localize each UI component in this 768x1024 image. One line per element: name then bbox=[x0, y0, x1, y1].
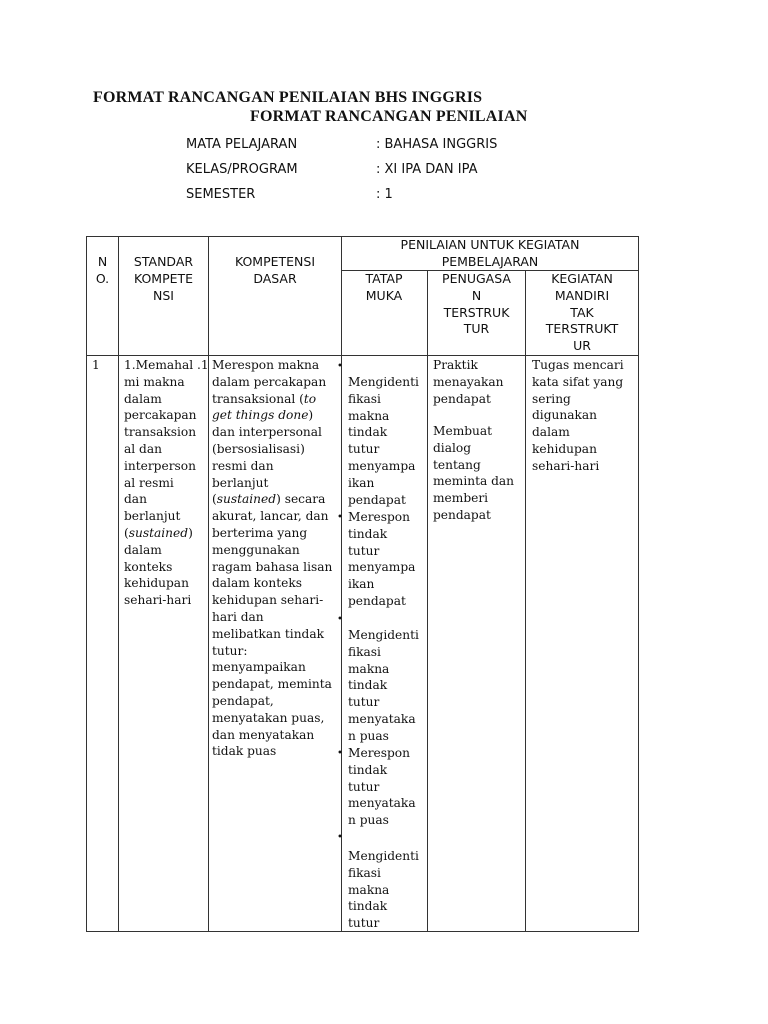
table-border-left bbox=[86, 236, 87, 932]
penugasan-item: Membuat dialog tentang meminta dan memberi pendapat bbox=[433, 424, 515, 522]
kd-text: dan interpersonal (bersosialisasi) resmi dan berlanjut (sustained) secara bbox=[212, 425, 326, 507]
tatap-muka-item: Mengidenti fikasi makna tindak tutur bbox=[348, 849, 419, 931]
table-col-divider bbox=[525, 270, 526, 932]
table-header-bottom bbox=[86, 355, 639, 356]
tatap-muka-item: Merespon tindak tutur menyampa ikan pendapat bbox=[348, 510, 416, 608]
standar-sustained: (sustained) bbox=[124, 525, 193, 540]
tatap-muka-item: Mengidenti fikasi makna tindak tutur menyampa ikan pendapat bbox=[348, 375, 419, 507]
tatap-muka-item: Mengidenti fikasi makna tindak tutur menyataka n puas bbox=[348, 628, 419, 743]
title-line-2: FORMAT RANCANGAN PENILAIAN bbox=[250, 108, 528, 125]
info-value: : XI IPA DAN IPA bbox=[376, 162, 478, 177]
bullet-icon: • bbox=[337, 748, 343, 759]
kd-text: get things done) bbox=[212, 408, 314, 423]
table-col-divider bbox=[427, 270, 428, 932]
bullet-icon: • bbox=[337, 832, 343, 843]
bullet-icon: • bbox=[337, 361, 343, 372]
info-label: KELAS/PROGRAM bbox=[186, 162, 298, 177]
header-tatap-muka: TATAP MUKA bbox=[365, 271, 403, 303]
table-col-divider bbox=[118, 236, 119, 932]
header-kompetensi-dasar: KOMPETENSI DASAR bbox=[234, 254, 316, 286]
header-penilaian: PENILAIAN UNTUK KEGIATAN PEMBELAJARAN bbox=[400, 237, 580, 269]
penugasan-item: Praktik menayakan pendapat bbox=[433, 358, 504, 406]
info-label: MATA PELAJARAN bbox=[186, 137, 298, 152]
title-line-1: FORMAT RANCANGAN PENILAIAN BHS INGGRIS bbox=[93, 89, 483, 106]
kegiatan-mandiri-text: Tugas mencari kata sifat yang sering digunakan dalam kehidupan sehari-hari bbox=[532, 358, 624, 473]
table-col-divider bbox=[341, 236, 342, 932]
info-value: : BAHASA INGGRIS bbox=[376, 137, 498, 152]
standar-line: 1.Memahal .1 bbox=[124, 358, 209, 372]
standar-kompetensi-cell bbox=[124, 357, 210, 609]
header-standar-kompetensi: STANDAR KOMPETE NSI bbox=[133, 254, 194, 303]
header-kegiatan-mandiri: KEGIATAN MANDIRI TAK TERSTRUKT UR bbox=[545, 271, 619, 354]
row-no: 1 bbox=[92, 358, 100, 372]
info-label: SEMESTER bbox=[186, 187, 256, 202]
kompetensi-dasar-cell bbox=[212, 357, 340, 760]
kd-text: Merespon makna dalam percakapan transaksional (to bbox=[212, 358, 327, 406]
standar-text-end: dalam konteks kehidupan sehari-hari bbox=[124, 542, 192, 608]
bullet-icon: • bbox=[337, 512, 343, 523]
header-no: N O. bbox=[95, 254, 110, 286]
header-penugasan-terstruktur: PENUGASA N TERSTRUK TUR bbox=[442, 271, 511, 337]
tatap-muka-item: Merespon tindak tutur menyataka n puas bbox=[348, 746, 416, 828]
kd-text: akurat, lancar, dan berterima yang menggunakan ragam bahasa lisan dalam konteks kehidupan sehari- hari dan melibatkan tindak tutur: menyampaikan pendapat, meminta pendapat, menyatakan puas, dan menyatakan tidak puas bbox=[212, 509, 333, 759]
standar-text: mi makna dalam percakapan transaksion al dan interperson al resmi dan berlanjut bbox=[124, 374, 197, 524]
info-value: : 1 bbox=[376, 187, 393, 202]
table-border-right bbox=[638, 236, 639, 932]
bullet-icon: • bbox=[337, 614, 343, 625]
